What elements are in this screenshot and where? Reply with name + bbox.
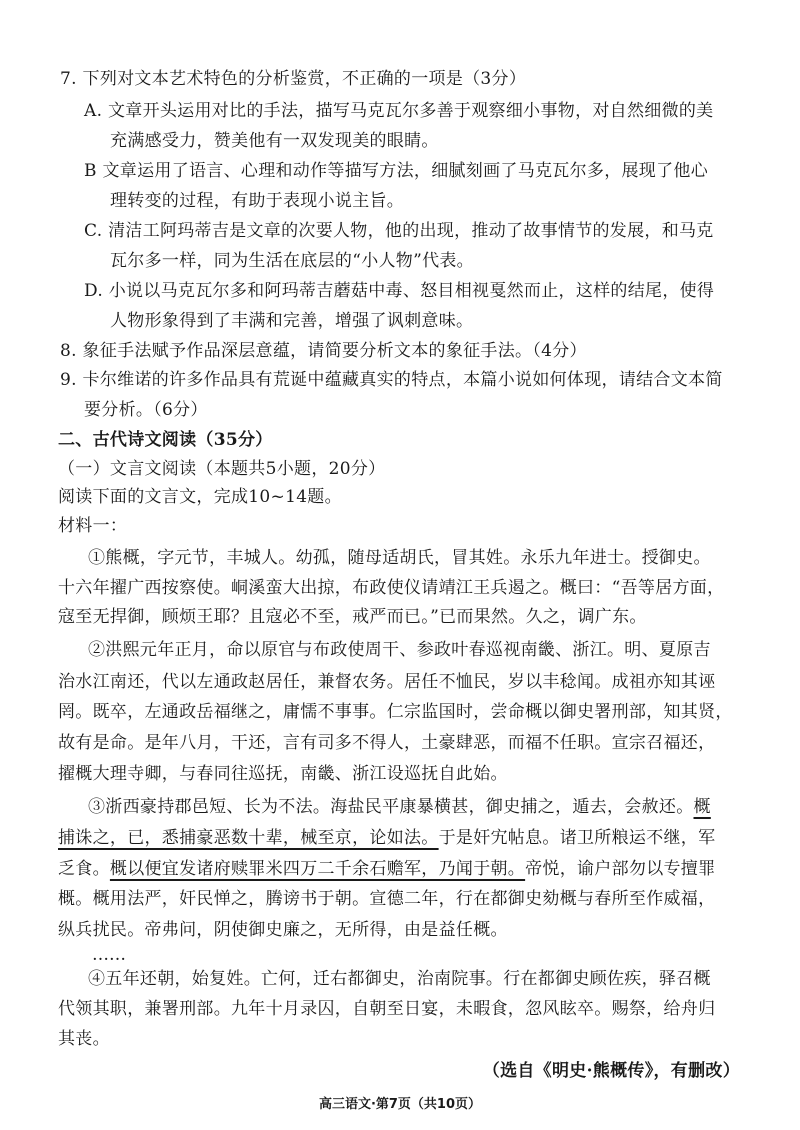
q7-option-a-line1: A. 文章开头运用对比的手法，描写马克瓦尔多善于观察细小事物，对自然细微的美 (84, 101, 714, 121)
passage-p4-line1: ④五年还朝，始复姓。亡何，迁右都御史，治南院事。行在都御史顾佐疾，驿召概 (88, 969, 711, 989)
passage-p3-line2-text: 于是奸宄帖息。诸卫所粮运不继，军 (438, 828, 716, 848)
passage-p1-line1: ①熊概，字元节，丰城人。幼孤，随母适胡氏，冒其姓。永乐九年进士。授御史。 (88, 548, 711, 568)
passage-p4-line2: 代领其职，兼署刑部。九年十月录囚，自朝至日宴，未暇食，忽风眩卒。赐祭，给舟归 (58, 999, 716, 1019)
passage-p3-line4: 概。概用法严，奸民惮之，腾谤书于朝。宣德二年，行在都御史劾概与春所至作威福， (58, 889, 716, 909)
passage-p2-line3: 罔。既卒，左通政岳福继之，庸懦不事事。仁宗监国时，尝命概以御史署刑部，知其贤， (58, 702, 733, 722)
material-label: 材料一： (58, 516, 128, 536)
passage-p2-line1: ②洪熙元年正月，命以原官与布政使周干、参政叶春巡视南畿、浙江。明、夏原吉 (88, 640, 711, 660)
passage-p3-line3-text-c: 帝悦，谕户部勿以专擅罪 (525, 859, 716, 879)
passage-p2-line5: 擢概大理寺卿，与春同往巡抚，南畿、浙江设巡抚自此始。 (58, 764, 508, 784)
q7-option-b-line1: B 文章运用了语言、心理和动作等描写方法，细腻刻画了马克瓦尔多，展现了他心 (84, 161, 708, 181)
q9-line1: 9. 卡尔维诺的许多作品具有荒诞中蕴藏真实的特点，本篇小说如何体现，请结合文本简 (60, 370, 723, 390)
q8-stem: 8. 象征手法赋予作品深层意蕴，请简要分析文本的象征手法。（4分） (60, 341, 587, 361)
q7-option-c-line2: 瓦尔多一样，同为生活在底层的“小人物”代表。 (110, 251, 474, 271)
passage-p1-line2: 十六年擢广西按察使。峒溪蛮大出掠，布政使仪请靖江王兵遏之。概曰：“吾等居方面， (58, 578, 725, 598)
page-footer: 高三语文·第7页（共10页） (318, 1097, 482, 1112)
q7-option-c-line1: C. 清洁工阿玛蒂吉是文章的次要人物，他的出现，推动了故事情节的发展，和马克 (84, 221, 714, 241)
passage-p2-line4: 故有是命。是年八月，干还，言有司多不得人，土豪肆恶，而福不任职。宣宗召福还， (58, 733, 716, 753)
q7-option-a-line2: 充满感受力，赞美他有一双发现美的眼睛。 (110, 131, 439, 151)
underlined-sentence-2: 概以便宜发诸府赎罪米四万二千余石赡军，乃闻于朝。 (109, 859, 526, 879)
passage-p3-line1-text: ③浙西豪持郡邑短、长为不法。海盐民平康暴横甚，御史捕之，遁去，会赦还。 (88, 797, 694, 817)
q9-line2: 要分析。（6分） (84, 400, 208, 420)
passage-p3-line3 (58, 857, 715, 881)
q7-option-d-line2: 人物形象得到了丰满和完善，增强了讽刺意味。 (110, 311, 474, 331)
q7-stem: 7. 下列对文本艺术特色的分析鉴赏，不正确的一项是（3分） (60, 69, 527, 89)
passage-p2-line2: 治水江南还，代以左通政赵居任，兼督农务。居任不恤民，岁以丰稔闻。成祖亦知其诬 (58, 672, 716, 692)
passage-p3-line5: 纵兵扰民。帝弗问，阴使御史廉之，无所得，由是益任概。 (58, 920, 508, 940)
passage-p4-line3: 其丧。 (58, 1029, 110, 1049)
section2-title: 二、古代诗文阅读（35分） (58, 430, 273, 450)
passage-p3-line2 (58, 826, 715, 850)
section2-subtitle: （一）文言文阅读（本题共5小题，20分） (58, 459, 386, 479)
passage-ellipsis: …… (92, 945, 126, 965)
underlined-sentence-1-end: 捕诛之，已，悉捕豪恶数十辈，械至京，论如法。 (58, 828, 439, 848)
passage-p3-line3-text-a: 乏食。 (58, 859, 110, 879)
passage-p3-line1 (88, 795, 711, 819)
underlined-sentence-1-start: 概 (693, 797, 711, 817)
q7-option-b-line2: 理转变的过程，有助于表现小说主旨。 (110, 191, 405, 211)
passage-source: （选自《明史·熊概传》，有删改） (482, 1061, 740, 1081)
section2-instruction: 阅读下面的文言文，完成10~14题。 (58, 487, 342, 507)
q7-option-d-line1: D. 小说以马克瓦尔多和阿玛蒂吉蘑菇中毒、怒目相视戛然而止，这样的结尾，使得 (84, 281, 715, 301)
passage-p1-line3: 寇至无捍御，顾烦王耶？且寇必不至，戒严而已。”已而果然。久之，调广东。 (58, 607, 647, 627)
